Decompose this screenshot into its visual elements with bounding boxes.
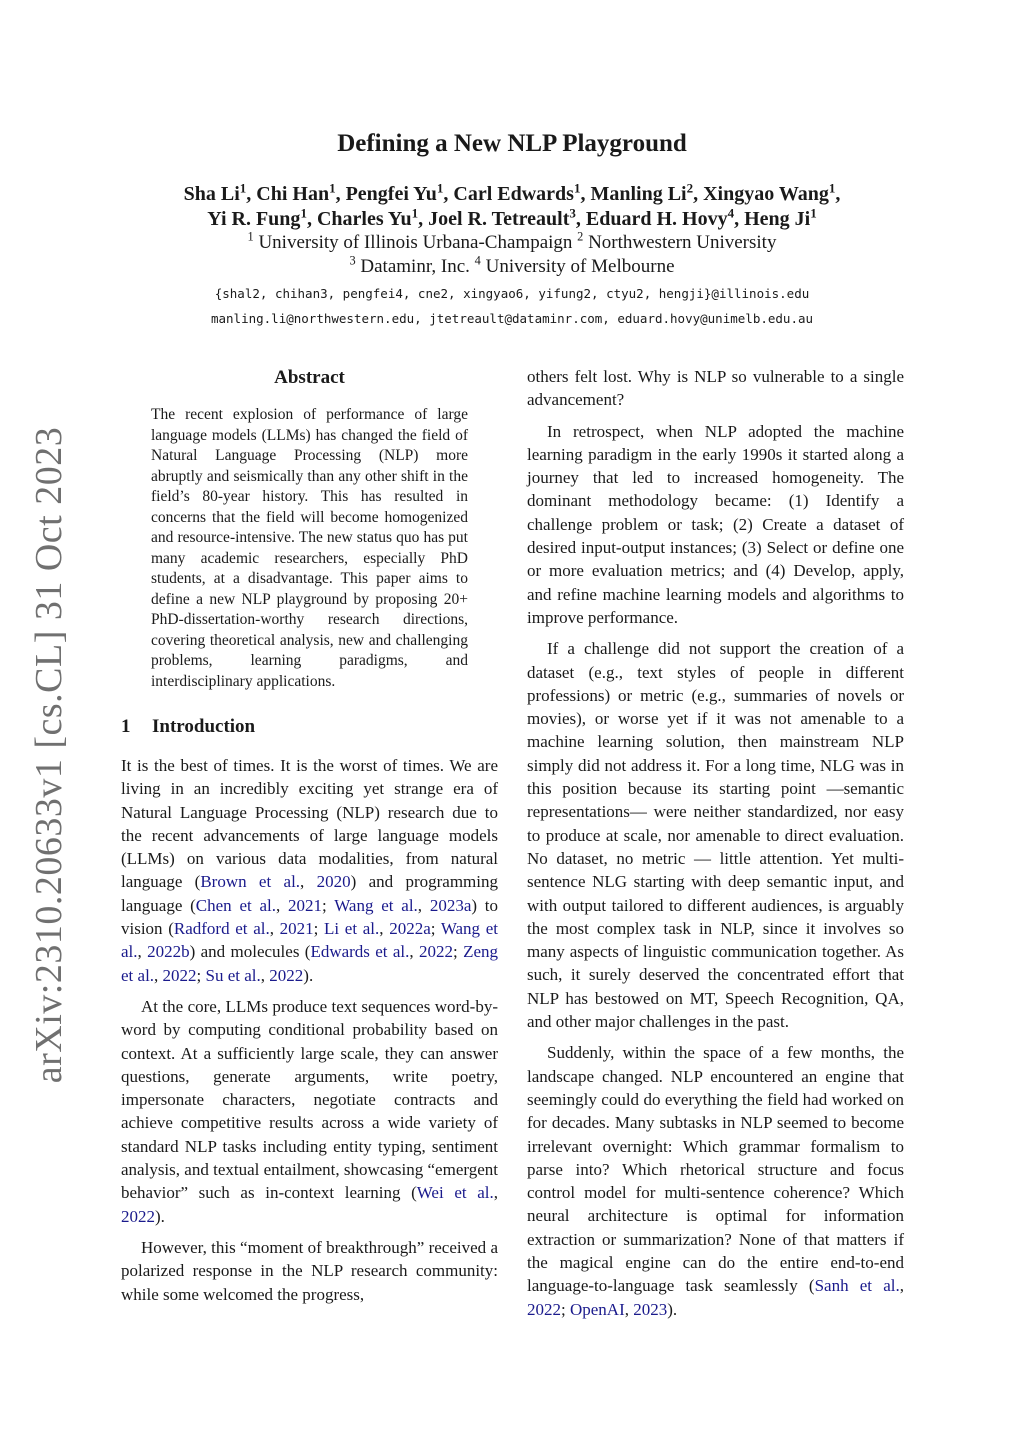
author-affiliation-marker: 1	[300, 205, 307, 221]
citation-link[interactable]: 2022	[418, 942, 453, 962]
author-name: Manling Li	[590, 183, 687, 205]
affiliation-marker: 1	[247, 229, 254, 244]
affiliation-name: University of Melbourne	[485, 256, 675, 277]
author-affiliation-marker: 1	[828, 180, 836, 196]
author-name: Pengfei Yu	[345, 183, 437, 205]
author-line-2: Yi R. Fung$^1$, Charles Yu$^1$, Joel R. Tetreault$^3$, Eduard H. Hovy$^4$, Heng Ji$^1$	[207, 205, 817, 230]
citation-link[interactable]: Radford et al.	[173, 919, 270, 939]
left-column	[121, 365, 498, 1314]
section-number: 1	[121, 716, 131, 737]
affiliation-name: University of Illinois Urbana-Champaign	[258, 232, 573, 253]
author-affiliation-marker: 2	[686, 180, 694, 196]
author-line-1: Sha Li$^1$, Chi Han$^1$, Pengfei Yu$^1$, Carl Edwards$^1$, Manling Li$^2$, Xingyao Wang$^1$,	[183, 180, 841, 205]
citation-link[interactable]: 2022	[269, 965, 304, 985]
citation-link[interactable]: OpenAI	[569, 1299, 625, 1319]
arxiv-identifier: arXiv:2310.20633v1 [cs.CL] 31 Oct 2023	[28, 426, 70, 1084]
author-affiliation-marker: 1	[411, 205, 419, 221]
right-column	[527, 365, 904, 1329]
citation-link[interactable]: Wang et al.	[334, 895, 418, 915]
author-affiliation-marker: 1	[436, 180, 444, 196]
author-affiliation-marker: 1	[329, 180, 336, 196]
paragraph: Suddenly, within the space of a few months, the landscape changed. NLP encountered an engine that seemingly could do everything the field had worked on for decades. Many subtasks in NLP seemed to become irrelevant overnight: Which grammar formalism to parse into? Which rhetorical structure and focus control model for multi-sentence coherence? Which neural architecture is optimal for information extraction or summarization? None of that matters if the magical engine can do the entire end-to-end language-to-language task seamlessly (Sanh et al., 2022; OpenAI, 2023).	[527, 1043, 904, 1319]
citation-link[interactable]: Zeng et al.	[121, 942, 498, 985]
citation-link[interactable]: Li et al.	[324, 919, 380, 939]
citation-link[interactable]: 2022a	[389, 919, 431, 939]
paragraph: It is the best of times. It is the worst of times. We are living in an incredibly exciting yet strange era of Natural Language Processing (NLP) research due to the recent advancements of large language models (LLMs) on various data modalities, from natural language (Brown et al., 2020) and programming language (Chen et al., 2021; Wang et al., 2023a) to vision (Radford et al., 2021; Li et al., 2022a; Wang et al., 2022b) and molecules (Edwards et al., 2022; Zeng et al., 2022; Su et al., 2022).	[121, 756, 499, 985]
email-line-2[interactable]: manling.li@northwestern.edu, jtetreault@dataminr.com, eduard.hovy@unimelb.edu.au	[210, 311, 814, 326]
author-name: Heng Ji	[744, 208, 811, 230]
author-name: Yi R. Fung	[207, 208, 301, 230]
author-affiliation-marker: 1	[573, 180, 581, 196]
affiliation-name: Dataminr, Inc.	[360, 256, 470, 277]
citation-link[interactable]: Brown et al.	[200, 872, 301, 892]
abstract-text: The recent explosion of performance of large language models (LLMs) has changed the field of Natural Language Processing (NLP) more abruptly and seismically than any other shift in the field’s 80-year history. This has resulted in concerns that the field will become homogenized and resource-intensive. The new status quo has put many academic researchers, especially PhD students, at a disadvantage. This paper aims to define a new NLP playground by proposing 20+ PhD-dissertation-worthy research directions, covering theoretical analysis, new and challenging problems, learning paradigms, and interdisciplinary applications.	[151, 406, 468, 690]
paragraph: If a challenge did not support the creation of a dataset (e.g., text styles of people in different professions) or metric (e.g., summaries of novels or movies), or worse yet if it was not amenable to a machine learning solution, then mainstream NLP simply did not address it. For a long time, NLG was in this position because its starting point —semantic representations— were neither standardized, nor easy to produce at scale, nor amenable to direct evaluation. No dataset, no metric — little attention. Yet multi-sentence NLG starting with deep semantic input, and with output tailored to different audiences, is arguably the most complex task in NLP, since it involves so many aspects of linguistic communication together. As such, it surely deserved the concentrated effort that NLP has bestowed on MT, Speech Recognition, QA, and other major challenges in the past.	[527, 639, 904, 1032]
affiliation-marker: 4	[474, 253, 481, 268]
citation-link[interactable]: 2023a	[429, 895, 472, 915]
citation-link[interactable]: Sanh et al.	[814, 1276, 900, 1296]
author-name: Eduard H. Hovy	[585, 208, 728, 230]
author-affiliation-marker: 3	[569, 205, 576, 221]
section-heading	[121, 716, 498, 738]
author-affiliation-marker: 1	[239, 180, 247, 196]
author-name: Carl Edwards	[453, 183, 574, 205]
paper-title: Defining a New NLP Playground	[337, 130, 687, 157]
citation-link[interactable]: Wei et al.	[416, 1183, 494, 1203]
paragraph: However, this “moment of breakthrough” received a polarized response in the NLP research community: while some welcomed the progress,	[121, 1237, 498, 1304]
author-affiliation-marker: 1	[810, 205, 817, 221]
author-affiliation-marker: 4	[727, 205, 735, 221]
paragraph: In retrospect, when NLP adopted the machine learning paradigm in the early 1990s it started along a journey that led to increased homogeneity. The dominant methodology became: (1) Identify a challenge problem or task; (2) Create a dataset of desired input-output instances; (3) Select or define one or more evaluation metrics; and (4) Develop, apply, and refine machine learning models and algorithms to improve performance.	[527, 421, 904, 627]
author-name: Sha Li	[183, 183, 240, 205]
abstract-heading: Abstract	[274, 367, 345, 388]
paragraph: At the core, LLMs produce text sequences word-by-word by computing conditional probability based on context. At a sufficiently large scale, they can answer questions, generate arguments, write poetry, impersonate characters, negotiate contracts and achieve competitive results across a wide variety of standard NLP tasks including entity typing, sentiment analysis, and textual entailment, showcasing “emergent behavior” such as in-context learning (Wei et al., 2022).	[121, 996, 498, 1226]
section-title: Introduction	[152, 716, 256, 737]
citation-link[interactable]: 2022	[162, 965, 197, 985]
citation-link[interactable]: Su et al.	[205, 965, 261, 985]
citation-link[interactable]: 2022	[121, 1206, 155, 1226]
affiliation-name: Northwestern University	[588, 232, 777, 253]
author-name: Chi Han	[256, 183, 330, 205]
citation-link[interactable]: Wang et al.	[121, 919, 498, 962]
citation-link[interactable]: 2021	[279, 919, 314, 939]
affiliation-line-2	[0, 253, 1024, 278]
paragraph: others felt lost. Why is NLP so vulnerable to a single advancement?	[527, 367, 904, 410]
citation-link[interactable]: 2022b	[147, 942, 190, 962]
citation-link[interactable]: Edwards et al.	[310, 942, 410, 962]
citation-link[interactable]: 2023	[633, 1299, 668, 1319]
author-name: Joel R. Tetreault	[428, 208, 570, 230]
email-line-1[interactable]: {shal2, chihan3, pengfei4, cne2, xingyao6, yifung2, ctyu2, hengji}@illinois.edu	[214, 286, 810, 301]
citation-link[interactable]: 2022	[527, 1299, 561, 1319]
citation-link[interactable]: 2021	[288, 895, 323, 915]
author-name: Charles Yu	[316, 208, 412, 230]
citation-link[interactable]: 2020	[316, 872, 351, 892]
affiliation-marker: 3	[349, 253, 356, 268]
affiliation-marker: 2	[577, 229, 584, 244]
citation-link[interactable]: Chen et al.	[195, 895, 277, 915]
affiliation-line-1	[0, 229, 1024, 254]
arxiv-sidebar	[16, 426, 82, 1084]
author-name: Xingyao Wang	[703, 183, 829, 205]
